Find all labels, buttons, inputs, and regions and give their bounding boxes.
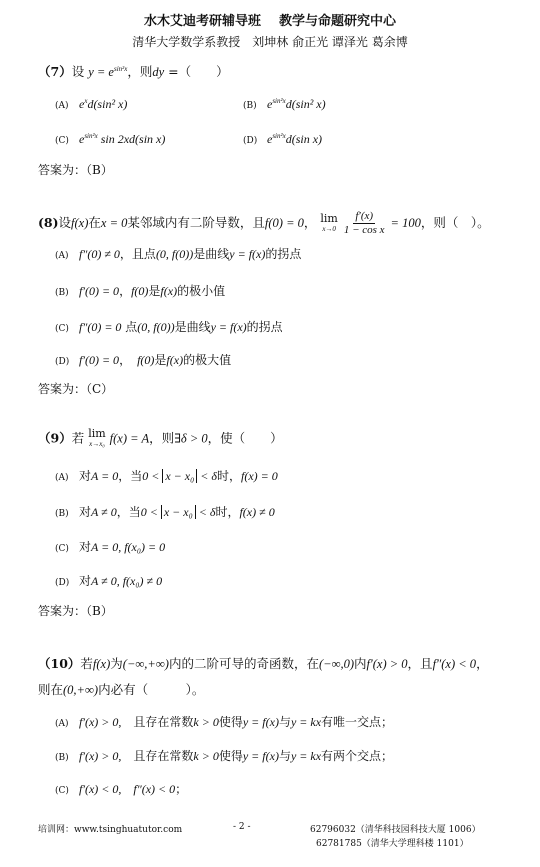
q9-c-t1: 对	[79, 540, 92, 554]
q8-d-t2: 的极大值	[183, 353, 232, 367]
q8-b-t: 是	[148, 284, 161, 298]
q7-option-a: (A) $e^xd(\sin^2$ x)	[55, 97, 128, 111]
q9-t1: 若	[71, 430, 85, 446]
q8-option-a: (A) f″(0) ≠ 0，且点(0, f(0))是曲线y = f(x)的拐点	[55, 247, 302, 261]
q9-b-t3: 时，	[215, 505, 240, 519]
tag-b: (B)	[55, 288, 69, 298]
tag-d: (D)	[243, 136, 258, 146]
q9-answer: 答案为：（B）	[38, 604, 113, 618]
q10-b-t3: 与	[278, 749, 291, 763]
q10-b-t4: 有两个交点；	[321, 749, 394, 763]
q7-dy: dy	[152, 65, 165, 79]
q8-option-b: (B) f′(0) = 0，f(0)是f(x)的极小值	[55, 284, 226, 298]
q10-a-t3: 与	[278, 715, 291, 729]
q8-c-t2: 是曲线	[174, 320, 211, 334]
q8-a-t3: 的拐点	[265, 247, 302, 261]
q9-d-t1: 对	[79, 574, 92, 588]
tag-b: (B)	[55, 509, 69, 519]
q9-option-d: (D) 对A ≠ 0, f(x₀) ≠ 0	[55, 574, 163, 588]
q7-text: 设	[71, 64, 85, 79]
q10-a-t2: 使得	[218, 715, 243, 729]
q9-a-t2: ，当	[118, 469, 143, 483]
tag-c: (C)	[55, 324, 69, 334]
question-10-line2: 则在(0,+∞)内必有（ ）。	[38, 682, 205, 697]
footer-website: 培训网：www.tsinghuatutor.com	[38, 825, 183, 835]
q9-option-b: (B) 对A ≠ 0，当0 < x − x₀ < δ时，f(x) ≠ 0	[55, 505, 275, 519]
q7-option-b: (B) $e^{sin^2x}d(\sin^2$ x)	[243, 97, 326, 111]
q8-limit: lim x→0	[320, 211, 338, 233]
q8-c-t3: 的拐点	[246, 320, 283, 334]
tag-a: (A)	[55, 719, 69, 729]
q8-d-t: 是	[154, 353, 167, 367]
q8-fraction: $\frac{f'(x)}{\text{1 − cos x}}$	[343, 210, 385, 236]
q8-label: (8)	[38, 215, 59, 230]
q10-option-c: (C) f′(x) < 0, f″(x) < 0；	[55, 782, 188, 796]
tag-a: (A)	[55, 473, 69, 483]
footer-phone-2: 62781785（清华大学理科楼 1101）	[316, 839, 469, 849]
tag-a: (A)	[55, 251, 69, 261]
tag-d: (D)	[55, 578, 70, 588]
q7-label: （7）	[38, 64, 72, 79]
tag-a: (A)	[55, 101, 69, 111]
question-8: (8)设f(x)在x = 0某邻域内有二阶导数，且f(0) = 0， lim x→0 $\frac{f'(x)}{\text{1 − cos x}}$ = 100，则（ ）。	[38, 210, 490, 236]
q9-t2: ，则	[149, 430, 175, 446]
q10-l2-t2: 内必有（ ）。	[98, 682, 205, 697]
header-org: 水木艾迪考研辅导班	[143, 14, 261, 29]
q7-option-d: (D) $e^{sin^2x}d(\sin$ x)	[243, 132, 323, 146]
header-center: 教学与命题研究中心	[279, 14, 397, 29]
tag-c: (C)	[55, 136, 69, 146]
q8-b-t2: 的极小值	[177, 284, 226, 298]
q7-tail: ，则	[127, 64, 153, 79]
q9-option-c: (C) 对A = 0, f(x₀) = 0	[55, 540, 166, 554]
footer-phone-1: 62796032（清华科技园科技大厦 1006）	[310, 825, 481, 835]
q10-a-t1: 且存在常数	[133, 715, 194, 729]
q8-c-t1: 点	[121, 320, 138, 334]
q10-option-a: (A) f′(x) > 0, 且存在常数k > 0使得y = f(x)与y = kx有唯一交点；	[55, 715, 394, 729]
question-7: （7）设 $y = e^{sin^2x}$，则dy =（ ）	[38, 64, 229, 79]
q9-b-t2: ，当	[116, 505, 141, 519]
header-title	[0, 10, 540, 29]
q10-a-t4: 有唯一交点；	[321, 715, 394, 729]
q10-b-t2: 使得	[218, 749, 243, 763]
question-10: （10）若f(x)为(−∞,+∞)内的二阶可导的奇函数，在(−∞,0)内f′(x) > 0，且f″(x) < 0，	[38, 656, 489, 671]
q9-a-t3: 时，	[216, 469, 241, 483]
tag-d: (D)	[55, 357, 70, 367]
q9-b-t1: 对	[79, 505, 92, 519]
q10-t5: ，且	[407, 656, 433, 671]
q9-option-a: (A) 对A = 0，当0 < x − x₀ < δ时，f(x) = 0	[55, 469, 278, 483]
q8-t3: 某邻域内有二阶导数，且	[127, 215, 265, 230]
question-9: （9）若 lim x→x₀ f(x) = A，则∃δ > 0，使（ ）	[38, 427, 283, 448]
q9-t3: ，使（ ）	[207, 430, 283, 446]
q9-a-t1: 对	[79, 469, 92, 483]
q7-formula: $y = e^{sin^2x}$	[88, 64, 128, 79]
q8-answer: 答案为：（C）	[38, 382, 114, 396]
q7-option-c: (C) $e^{sin^2x}$ sin 2xd(sin x)	[55, 132, 166, 146]
q10-t2: 为	[110, 656, 123, 671]
tag-c: (C)	[55, 786, 69, 796]
tag-c: (C)	[55, 544, 69, 554]
tag-b: (B)	[243, 101, 257, 111]
q10-b-t1: 且存在常数	[133, 749, 194, 763]
q8-t4: ，则（ ）。	[420, 215, 490, 230]
q8-option-d: (D) f′(0) = 0， f(0)是f(x)的极大值	[55, 353, 232, 367]
q8-a-t2: 是曲线	[193, 247, 230, 261]
q10-label: （10）	[38, 656, 81, 671]
q10-t4: 内	[354, 656, 367, 671]
q8-t1: 设	[58, 215, 72, 230]
q9-limit: lim x→x₀	[88, 427, 106, 448]
tag-b: (B)	[55, 753, 69, 763]
q8-a-t1: ，且点	[119, 247, 156, 261]
q10-option-b: (B) f′(x) > 0, 且存在常数k > 0使得y = f(x)与y = kx有两个交点；	[55, 749, 394, 763]
q8-option-c: (C) f″(0) = 0 点(0, f(0))是曲线y = f(x)的拐点	[55, 320, 283, 334]
q7-answer: 答案为：（B）	[38, 163, 113, 177]
header-authors: 清华大学数学系教授 刘坤林 俞正光 谭泽光 葛余博	[132, 35, 408, 49]
q10-t3: 内的二阶可导的奇函数，在	[168, 656, 319, 671]
q7-paren: （ ）	[178, 64, 229, 79]
q10-t1: 若	[80, 656, 93, 671]
q9-label: （9）	[38, 430, 72, 446]
q10-l2-t1: 则在	[38, 682, 64, 697]
q8-t2: 在	[88, 215, 101, 230]
footer-page-number: - 2 -	[233, 822, 251, 832]
